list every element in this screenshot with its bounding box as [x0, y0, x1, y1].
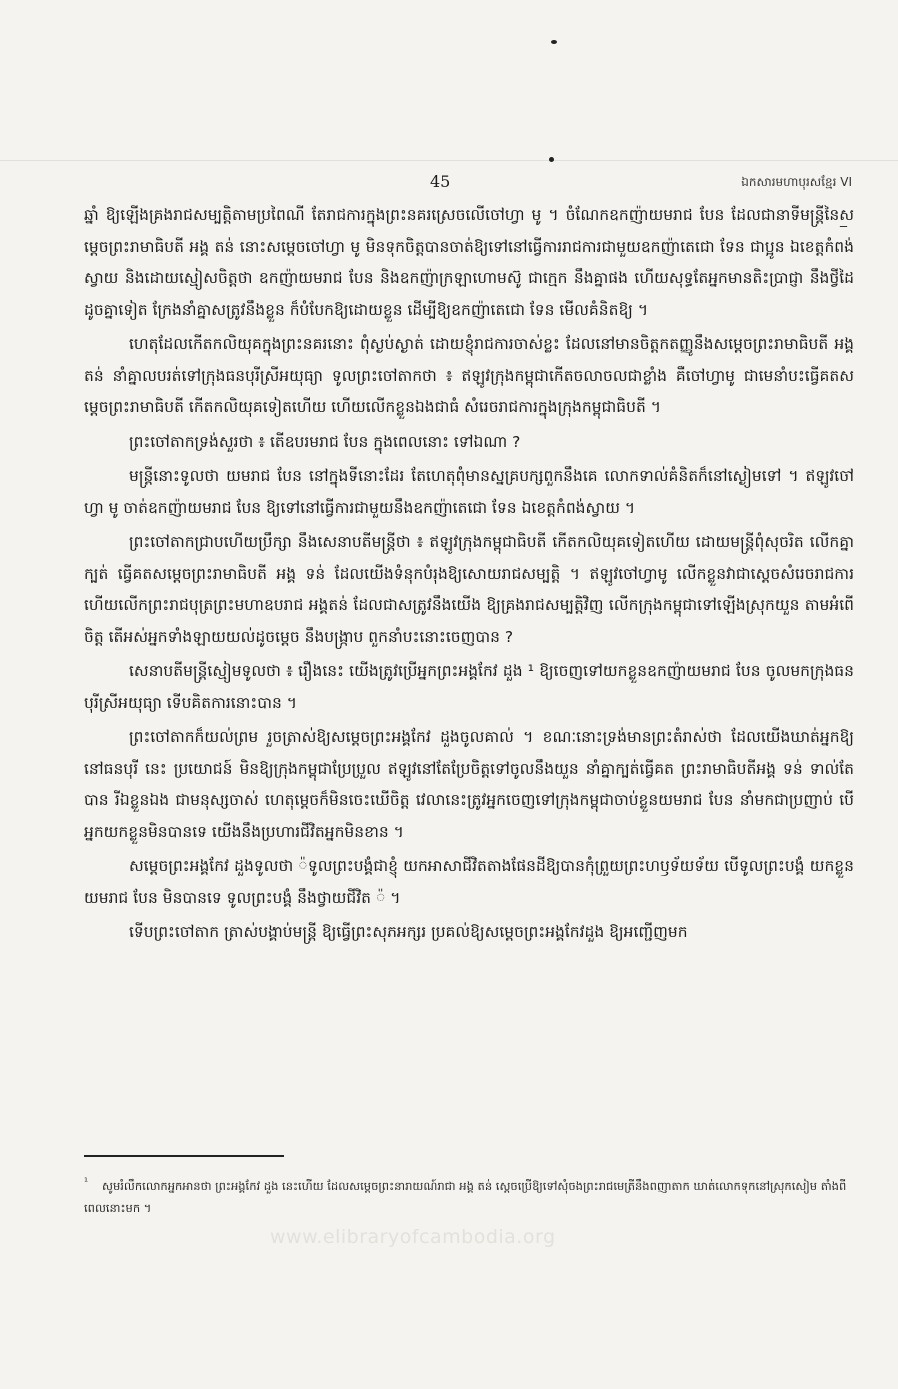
body-text: [84, 200, 854, 952]
paragraph: ទើបព្រះចៅតាក ត្រាស់បង្គាប់មន្ត្រី ឱ្យធ្វើព្រះសុភអក្សរ ប្រគល់ឱ្យសម្តេចព្រះអង្គកែវដួង ឱ្យអញ្ជើញមក: [129, 923, 688, 941]
footnote-divider: [84, 1155, 284, 1157]
scan-speck: [551, 40, 557, 44]
paragraph: សម្តេចព្រះអង្គកែវ ដួងទូលថា ៉ទូលព្រះបង្គំជាខ្ញុំ យកអាសាជីវិតតាងផែនដីឱ្យបានកុំព្រួយព្រះហឫទ័យទ័យ បើទូលព្រះបង្គំ យកខ្លួនយមរាជ បែន មិនបានទេ ទូលព្រះបង្គំ នឹងថ្វាយជីវិត ៉ ។: [84, 857, 854, 907]
watermark: www.elibraryofcambodia.org: [270, 1226, 556, 1248]
margin-mark: ‾: [840, 225, 847, 241]
paragraph: ឆ្នាំ ឱ្យឡើងគ្រងរាជសម្បត្តិតាមប្រពៃណី តែរាជការក្នុងព្រះនគរស្រេចលើចៅហ្វា មូ ។ ចំណែកឧកញ៉ាយមរាជ បែន ដែលជានាទីមន្ត្រីនៃសម្តេចព្រះរាមាធិបតី អង្គ តន់ នោះសម្តេចចៅហ្វា មូ មិនទុកចិត្តបានចាត់ឱ្យទៅនៅធ្វើការរាជការជាមួយឧកញ៉ាតេជោ ទែន ជាប្អូន ឯខេត្តកំពង់ស្វាយ និងដោយស្មៀសចិត្តថា ឧកញ៉ាយមរាជ បែន និងឧកញ៉ាក្រឡាហោមស៊ូ ជាក្មេក នឹងគ្នាផង ហើយសុទ្ធតែអ្នកមានតិះប្រាជ្ញា នឹងថ្វីដៃ ដូចគ្នាទៀត ក្រែងនាំគ្នាសត្រូវនឹងខ្លួន ក៏បំបែកឱ្យដោយខ្លួន ដើម្បីឱ្យឧកញ៉ាតេជោ ទែន មើលគំនិតឱ្យ ។: [84, 206, 854, 319]
paragraph: ព្រះចៅតាកក៏យល់ព្រម រួចត្រាស់ឱ្យសម្តេចព្រះអង្គកែវ ដួងចូលគាល់ ។ ខណៈនោះទ្រង់មានព្រះតំរាស់ថា ដែលយើងឃាត់អ្នកឱ្យនៅធនបុរី នេះ ប្រយោជន៍ មិនឱ្យក្រុងកម្ពុជាប្រែប្រួល ឥឡូវនៅតែប្រែចិត្តទៅចូលនឹងយួន នាំគ្នាក្បត់ធ្វើគត ព្រះរាមាធិបតីអង្គ ទន់ ទាល់តែបាន រីឯខ្លួនឯង ជាមនុស្សចាស់ ហេតុម្តេចក៏មិនចេះឃើចិត្ត វេលានេះត្រូវអ្នកចេញទៅក្រុងកម្ពុជាចាប់ខ្លួនយមរាជ បែន នាំមកជាប្រញាប់ បើអ្នកយកខ្លួនមិនបានទេ យើងនឹងប្រហារជីវិតអ្នកមិនខាន ។: [84, 728, 854, 841]
page-header: [0, 172, 898, 196]
scan-line: [0, 160, 898, 161]
footnote-marker: ¹: [84, 1177, 89, 1188]
footnote: [84, 1172, 854, 1219]
page-number: 45: [430, 172, 451, 191]
running-title: ឯកសារមហាបុរសខ្មែរ VI: [741, 175, 852, 189]
paragraph: ព្រះចៅតាកជ្រាបហើយប្រឹក្សា នឹងសេនាបតីមន្ត្រីថា ៖ ឥឡូវក្រុងកម្ពុជាធិបតី កើតកលិយុគទៀតហើយ ដោយមន្ត្រីពុំសុចរិត លើកគ្នាក្បត់ ធ្វើគតសម្តេចព្រះរាមាធិបតី អង្គ ទន់ ដែលយើងទំនុកបំរុងឱ្យសោយរាជសម្បត្តិ ។ ឥឡូវចៅហ្វាមូ លើកខ្លួនវាជាស្តេចសំរេចរាជការ ហើយលើកព្រះរាជបុត្រព្រះមហាឧបរាជ អង្គតន់ ដែលជាសត្រូវនឹងយើង ឱ្យគ្រងរាជសម្បត្តិវិញ លើកក្រុងកម្ពុជាទៅឡើងស្រុកយួន តាមអំពើចិត្ត តើអស់អ្នកទាំងឡាយយល់ដូចម្តេច នឹងបង្ក្រាប ពួកនាំបះនោះចេញបាន ?: [84, 533, 854, 646]
paragraph: ហេតុដែលកើតកលិយុគក្នុងព្រះនគរនោះ ពុំស្ងប់ស្ងាត់ ដោយខ្ញុំរាជការចាស់ខ្លះ ដែលនៅមានចិត្តកតញ្ញូនឹងសម្តេចព្រះរាមាធិបតី អង្គ តន់ នាំគ្នាលបរត់ទៅក្រុងធនបុរីស្រីអយុធ្យា ទូលព្រះចៅតាកថា ៖ ឥឡូវក្រុងកម្ពុជាកើតចលាចលជាខ្លាំង គឺចៅហ្វាមូ ជាមេនាំបះធ្វើគតសម្តេចព្រះរាមាធិបតី កើតកលិយុគទៀតហើយ ហើយលើកខ្លួនឯងជាធំ សំរេចរាជការក្នុងក្រុងកម្ពុជាធិបតី ។: [84, 335, 854, 416]
paragraph: មន្ត្រីនោះទូលថា យមរាជ បែន នៅក្នុងទីនោះដែរ តែហេតុពុំមានស្នគ្របក្សពួកនឹងគេ លោកទាល់គំនិតក៏នៅស្ងៀមទៅ ។ ឥឡូវចៅហ្វា មូ ចាត់ឧកញ៉ាយមរាជ បែន ឱ្យទៅនៅធ្វើការជាមួយនឹងឧកញ៉ាតេជោ ទែន ឯខេត្តកំពង់ស្វាយ ។: [84, 467, 854, 517]
footnote-text: សូមរំលឹកលោកអ្នកអានថា ព្រះអង្គកែវ ដួង នេះហើយ ដែលសម្តេចព្រះនារាយណ៍រាជា អង្គ តន់ ស្តេចប្រើឱ្យទៅសុំចងព្រះរាជមេត្រីនឹងពញាតាក ឃាត់លោកទុកនៅស្រុកសៀម តាំងពីពេលនោះមក ។: [84, 1178, 847, 1215]
paragraph: ព្រះចៅតាកទ្រង់សួរថា ៖ តើឧបរមរាជ បែន ក្នុងពេលនោះ ទៅឯណា ?: [129, 432, 521, 451]
paragraph: សេនាបតីមន្ត្រីស្មៀមទូលថា ៖ រឿងនេះ យើងត្រូវប្រើអ្នកព្រះអង្គកែវ ដួង ¹ ឱ្យចេញទៅយកខ្លួនឧកញ៉ាយមរាជ បែន ចូលមកក្រុងធនបុរីស្រីអយុធ្យា ទើបគិតការនោះបាន ។: [84, 662, 854, 712]
